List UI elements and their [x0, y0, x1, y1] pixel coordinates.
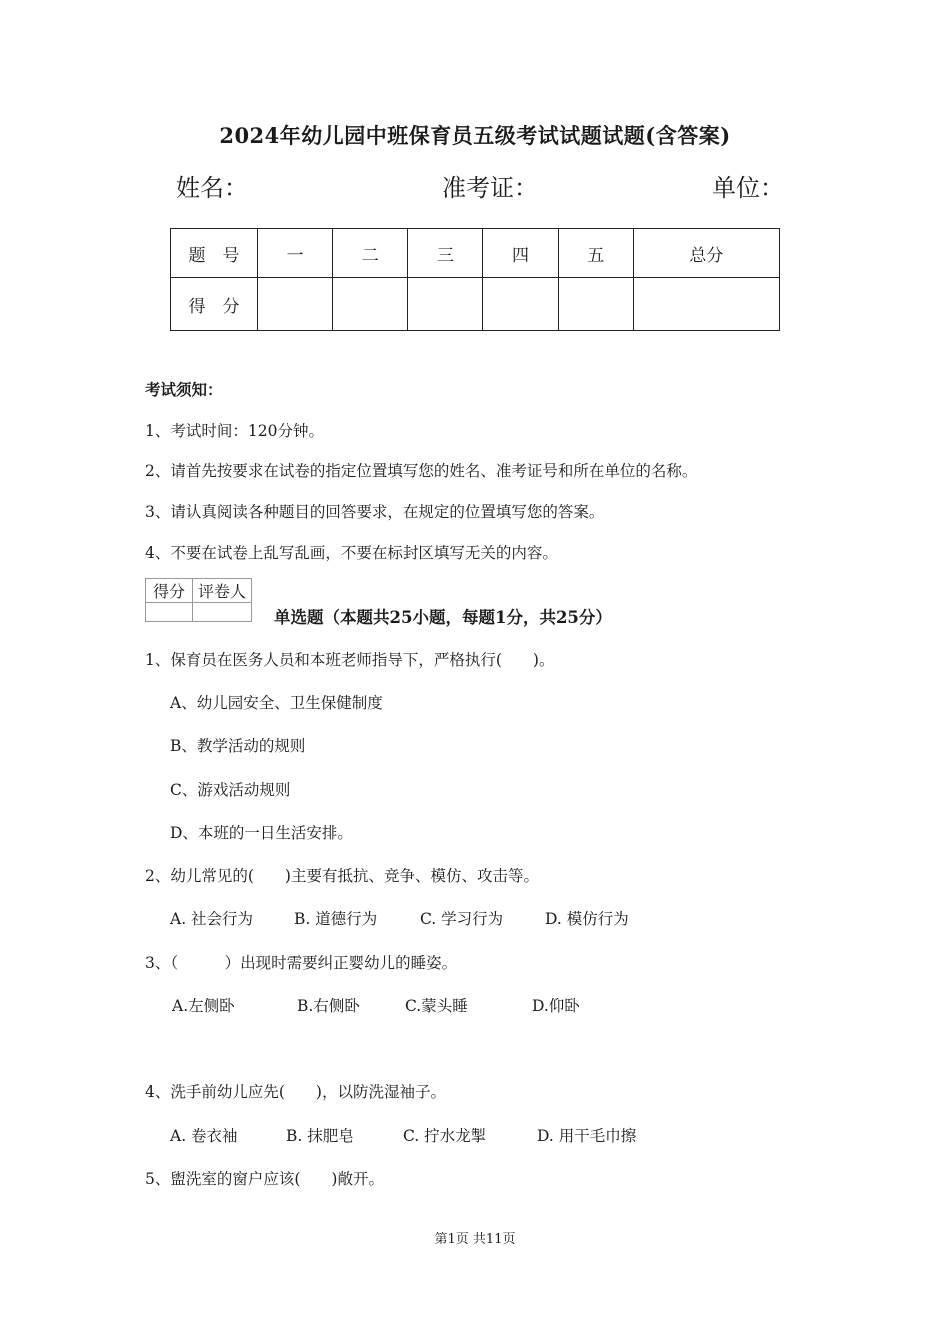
score-blank-cell — [483, 278, 558, 331]
score-table-cell: 四 — [483, 229, 558, 278]
notice-item: 1、考试时间：120分钟。 — [145, 422, 324, 440]
score-table-cell: 题 号 — [171, 229, 258, 278]
page-footer: 第1页 共11页 — [434, 1232, 516, 1247]
name-label: 姓名： — [176, 174, 248, 202]
score-table-cell: 五 — [558, 229, 633, 278]
score-blank-cell — [258, 278, 333, 331]
grader-name-label: 评卷人 — [193, 579, 252, 603]
unit-label: 单位： — [712, 174, 784, 202]
grader-name-blank — [193, 603, 252, 622]
grader-score-blank — [146, 603, 193, 622]
grader-box — [145, 578, 252, 622]
score-table-cell: 三 — [408, 229, 483, 278]
score-table-header-row — [171, 229, 780, 278]
score-table-cell: 二 — [333, 229, 408, 278]
score-row-label: 得 分 — [171, 278, 258, 331]
question-option: B. 道德行为 — [294, 910, 378, 928]
question-stem: 2、幼儿常见的( )主要有抵抗、竞争、模仿、攻击等。 — [145, 867, 539, 885]
score-blank-cell — [408, 278, 483, 331]
question-option: D、本班的一日生活安排。 — [170, 824, 353, 842]
grader-score-label: 得分 — [146, 579, 193, 603]
question-option: B. 抹肥皂 — [286, 1127, 354, 1145]
question-stem: 5、盥洗室的窗户应该( )敞开。 — [145, 1170, 384, 1188]
score-table-score-row — [171, 278, 780, 331]
question-stem: 3、（ ）出现时需要纠正婴幼儿的睡姿。 — [145, 954, 458, 972]
notice-item: 4、不要在试卷上乱写乱画，不要在标封区填写无关的内容。 — [145, 544, 558, 562]
question-option: D. 用干毛巾擦 — [537, 1127, 637, 1145]
question-option: C、游戏活动规则 — [170, 781, 291, 799]
score-table-cell: 一 — [258, 229, 333, 278]
question-option: C.蒙头睡 — [405, 997, 468, 1015]
section-title: 单选题（本题共25小题，每题1分，共25分） — [274, 608, 612, 627]
score-table-cell: 总分 — [633, 229, 779, 278]
question-option: B.右侧卧 — [297, 997, 360, 1015]
question-option: C. 拧水龙掣 — [403, 1127, 487, 1145]
question-option: C. 学习行为 — [420, 910, 504, 928]
question-option: A. 卷衣袖 — [170, 1127, 238, 1145]
score-table — [170, 228, 780, 331]
question-option: A、幼儿园安全、卫生保健制度 — [170, 694, 383, 712]
question-option: A.左侧卧 — [172, 997, 235, 1015]
notice-item: 3、请认真阅读各种题目的回答要求，在规定的位置填写您的答案。 — [145, 503, 605, 521]
question-option: B、教学活动的规则 — [170, 737, 306, 755]
question-option: D.仰卧 — [532, 997, 580, 1015]
notice-item: 2、请首先按要求在试卷的指定位置填写您的姓名、准考证号和所在单位的名称。 — [145, 462, 698, 480]
score-blank-cell — [558, 278, 633, 331]
question-stem: 1、保育员在医务人员和本班老师指导下，严格执行( )。 — [145, 651, 555, 669]
exam-number-label: 准考证： — [442, 174, 538, 202]
score-blank-cell — [633, 278, 779, 331]
score-blank-cell — [333, 278, 408, 331]
question-option: A. 社会行为 — [170, 910, 254, 928]
document-title: 2024年幼儿园中班保育员五级考试试题试题(含答案) — [219, 123, 731, 148]
question-option: D. 模仿行为 — [545, 910, 629, 928]
question-stem: 4、洗手前幼儿应先( )，以防洗湿袖子。 — [145, 1083, 446, 1101]
notice-heading: 考试须知： — [145, 380, 223, 399]
